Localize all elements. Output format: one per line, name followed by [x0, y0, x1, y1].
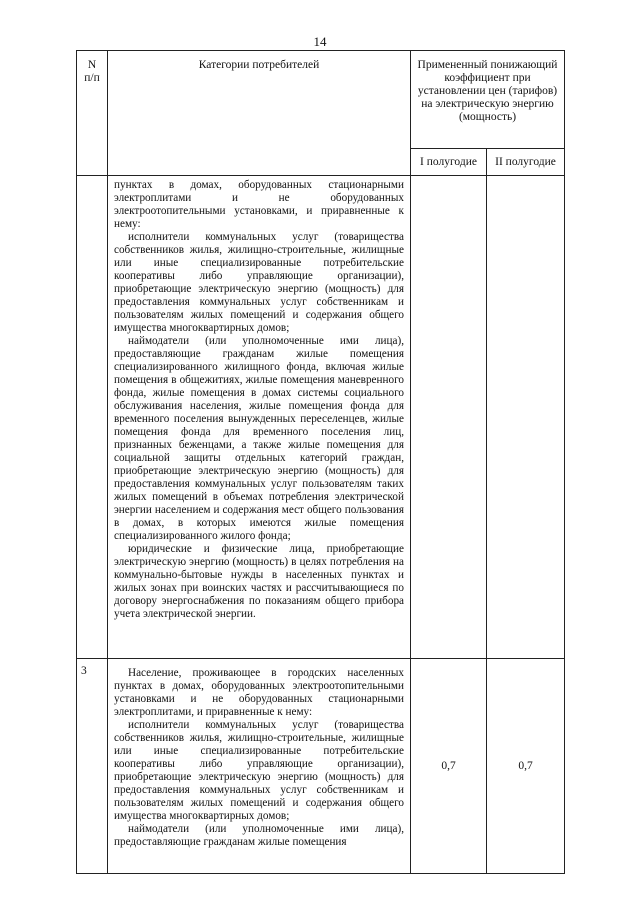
header-half-2: II полугодие — [487, 149, 565, 176]
header-coefficient: Примененный понижающий коэффициент при установлении цен (тарифов) на электрическую энергию (мощность) — [411, 51, 565, 149]
header-category: Категории потребителей — [108, 51, 411, 176]
tariff-table — [76, 50, 565, 874]
table-header-row — [77, 51, 565, 149]
paragraph: исполнители коммунальных услуг (товарищества собственников жилья, жилищно-строительные, жилищные или иные специализированные потребительские кооперативы либо управляющие организации), приобретающие электрическую энергию (мощность) для предоставления коммунальных услуг собственникам и пользователям жилых помещений и содержания общего имущества многоквартирных домов; — [114, 231, 404, 334]
row-num — [77, 176, 108, 659]
paragraph: пунктах в домах, оборудованных стационарными электроплитами и не оборудованных электроотопительными установками, и приравненные к нему: — [114, 179, 404, 230]
table-row — [77, 659, 565, 874]
paragraph: наймодатели (или уполномоченные ими лица), предоставляющие гражданам жилые помещения — [114, 823, 404, 848]
header-half-1: I полугодие — [411, 149, 487, 176]
paragraph: исполнители коммунальных услуг (товарищества собственников жилья, жилищно-строительные, жилищные или иные специализированные потребительские кооперативы либо управляющие организации), приобретающие электрическую энергию (мощность) для предоставления коммунальных услуг собственникам и пользователям жилых помещений и содержания общего имущества многоквартирных домов; — [114, 719, 404, 822]
page-number: 14 — [313, 34, 327, 49]
header-num-label: N п/п — [84, 59, 100, 84]
row-category-text — [108, 176, 411, 659]
header-num — [77, 51, 108, 176]
table-row — [77, 176, 565, 659]
paragraph: юридические и физические лица, приобретающие электрическую энергию (мощность) в целях потребления на коммунально-бытовые нужды в населенных пунктах и жилых зонах при воинских частях и рассчитывающиеся по договору энергоснабжения по показаниям общего прибора учета электрической энергии. — [114, 543, 404, 620]
row-value-half-2: 0,7 — [487, 659, 565, 874]
paragraph: наймодатели (или уполномоченные ими лица), предоставляющие гражданам жилые помещения специализированного жилищного фонда, включая жилые помещения в общежитиях, жилые помещения маневренного фонда, жилые помещения в домах системы социального обслуживания населения, жилые помещения фонда для временного поселения вынужденных переселенцев, жилые помещения фонда для временного поселения лиц, признанных беженцами, а также жилые помещения для социальной защиты отдельных категорий граждан, приобретающие электрическую энергию (мощность) для предоставления коммунальных услуг пользователям таких жилых помещений в объемах потребления электрической энергии населением и содержания мест общего пользования в домах, в которых имеются жилые помещения специализированного жилого фонда; — [114, 335, 404, 542]
paragraph: Население, проживающее в городских населенных пунктах в домах, оборудованных электроотопительными установками и не оборудованных стационарными электроплитами, и приравненные к нему: — [114, 667, 404, 718]
row-num: 3 — [77, 659, 108, 874]
row-value-half-1 — [411, 176, 487, 659]
row-value-half-1: 0,7 — [411, 659, 487, 874]
row-value-half-2 — [487, 176, 565, 659]
row-category-text — [108, 659, 411, 874]
